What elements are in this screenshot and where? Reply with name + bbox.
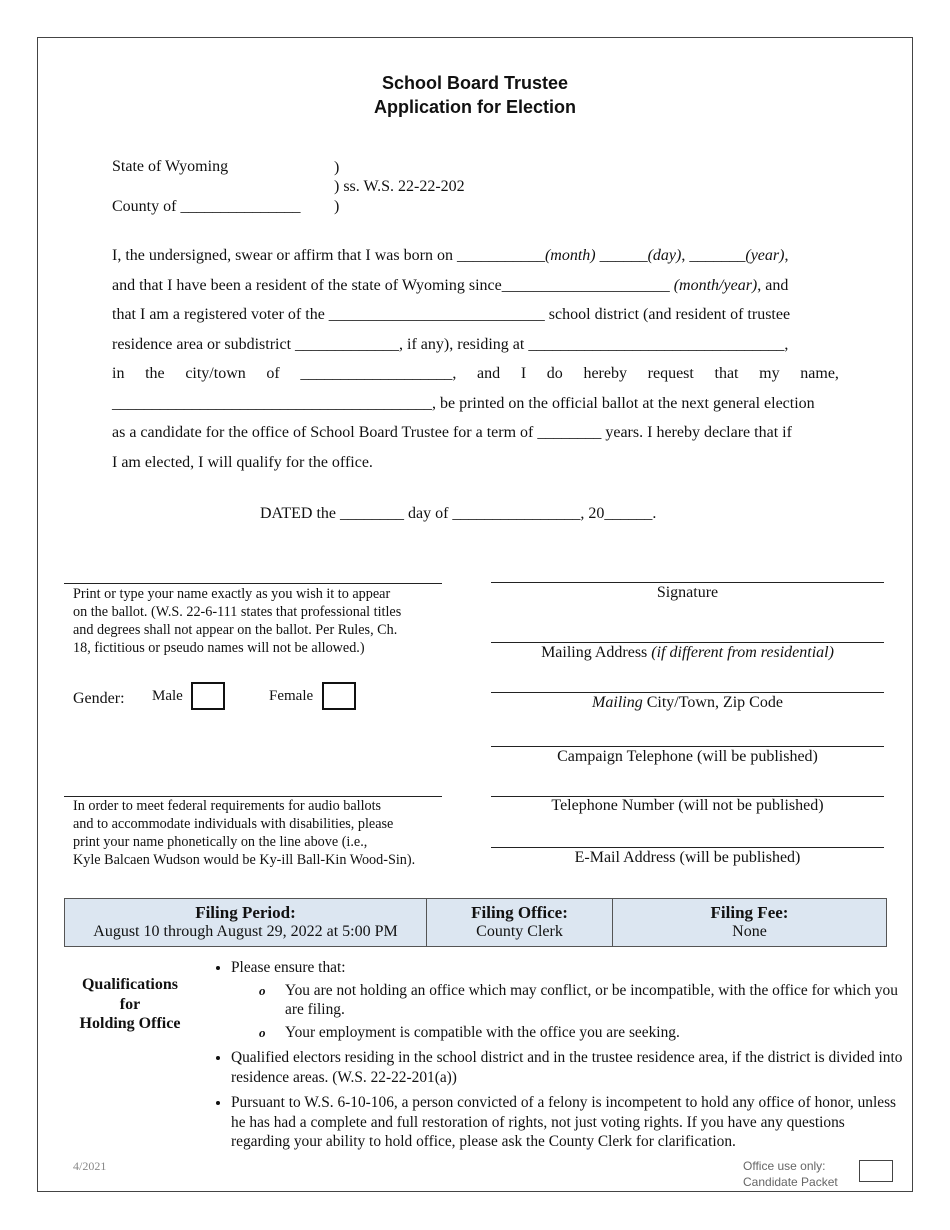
- filing-fee-cell: [613, 899, 887, 947]
- office-use-note: Office use only: Candidate Packet: [743, 1159, 838, 1189]
- male-checkbox[interactable]: [191, 682, 225, 710]
- male-label: Male: [152, 688, 183, 704]
- oath-line-7: as a candidate for the office of School Board Trustee for a term of ________ years. I hereby declare that if: [112, 424, 792, 441]
- filing-office-label: Filing Office:: [471, 903, 568, 922]
- venue-paren-bottom: ): [334, 198, 340, 215]
- filing-period-cell: [65, 899, 427, 947]
- email-line[interactable]: [491, 847, 884, 848]
- office-use-box[interactable]: [859, 1160, 893, 1182]
- filing-info-table: [64, 898, 887, 947]
- oath-paragraph: [112, 241, 839, 477]
- phonetic-note: In order to meet federal requirements for audio ballots and to accommodate individuals with disabilities, please print your name phonetically on the line above (i.e., Kyle Balcaen Wudson would be Ky-ill Ball-Kin Wood-Sin).: [73, 798, 416, 868]
- ballot-name-note: Print or type your name exactly as you wish it to appear on the ballot. (W.S. 22-6-111 states that professional titles and degrees shall not appear on the ballot. Per Rules, Ch. 18, fictitious or pseudo names will not be allowed.): [73, 586, 402, 656]
- form-title: School Board Trustee: [381, 73, 569, 93]
- list-item: • Please ensure that: o You are not holding an office which may conflict, or be incompatible, with the office for which you are filing. o Your employment is compatible with the office you are seeking.: [231, 958, 903, 1042]
- form-version: 4/2021: [73, 1159, 107, 1173]
- mailing-city-line[interactable]: [491, 692, 884, 693]
- ballot-name-line[interactable]: [64, 583, 442, 584]
- venue-state: State of Wyoming: [112, 158, 229, 175]
- filing-period-label: Filing Period:: [195, 903, 296, 922]
- oath-line-1: I, the undersigned, swear or affirm that I was born on ___________(month) ______(day), _______(year),: [112, 247, 789, 264]
- campaign-phone-label: Campaign Telephone (will be published): [557, 748, 818, 765]
- qualifications-list: [200, 958, 903, 1158]
- venue-paren-top: ): [334, 159, 340, 176]
- filing-fee-label: Filing Fee:: [710, 903, 789, 922]
- oath-line-3: that I am a registered voter of the ___________________________ school district (and resident of trustee: [112, 306, 791, 323]
- oath-line-8: I am elected, I will qualify for the office.: [112, 453, 373, 471]
- form-subtitle: Application for Election: [373, 97, 576, 117]
- female-checkbox[interactable]: [322, 682, 356, 710]
- filing-office-cell: [427, 899, 613, 947]
- dated-line: DATED the ________ day of ________________, 20______.: [260, 505, 657, 522]
- signature-label: Signature: [656, 584, 719, 601]
- list-subitem: o Your employment is compatible with the office you are seeking.: [285, 1023, 903, 1043]
- venue-ss-statute: ) ss. W.S. 22-22-202: [334, 178, 465, 195]
- email-label: E-Mail Address (will be published): [574, 849, 801, 866]
- filing-period-value: August 10 through August 29, 2022 at 5:00 PM: [93, 923, 398, 940]
- venue-county: County of _______________: [112, 198, 301, 215]
- oath-line-6: ________________________________________, be printed on the official ballot at the next general election: [112, 394, 815, 412]
- phone-label: Telephone Number (will not be published): [551, 797, 824, 814]
- mailing-address-label: Mailing Address (if different from residential): [541, 644, 834, 661]
- oath-line-2: and that I have been a resident of the state of Wyoming since_____________________ (month/year), and: [112, 276, 789, 294]
- mailing-city-label: Mailing City/Town, Zip Code: [592, 694, 783, 711]
- filing-fee-value: None: [732, 923, 767, 940]
- list-item: • Qualified electors residing in the school district and in the trustee residence area, if the district is divided into residence areas. (W.S. 22-22-201(a)): [231, 1048, 903, 1087]
- qualifications-heading: Qualifications for Holding Office: [79, 976, 181, 1032]
- gender-label: Gender:: [73, 690, 125, 707]
- list-item: • Pursuant to W.S. 6-10-106, a person convicted of a felony is incompetent to hold any office of honor, unless he has had a complete and full restoration of rights, not just voting rights. If you have any questions regarding your ability to hold office, please ask the County Clerk for clarification.: [231, 1093, 903, 1152]
- list-subitem: o You are not holding an office which may conflict, or be incompatible, with the office for which you are filing.: [285, 981, 903, 1020]
- signature-line[interactable]: [491, 582, 884, 583]
- filing-office-value: County Clerk: [476, 923, 563, 940]
- campaign-phone-line[interactable]: [491, 746, 884, 747]
- mailing-address-line[interactable]: [491, 642, 884, 643]
- female-label: Female: [269, 688, 314, 704]
- oath-line-5: in the city/town of ___________________, and I do hereby request that my name,: [112, 365, 839, 382]
- oath-line-4: residence area or subdistrict _____________, if any), residing at ________________________________,: [112, 335, 789, 353]
